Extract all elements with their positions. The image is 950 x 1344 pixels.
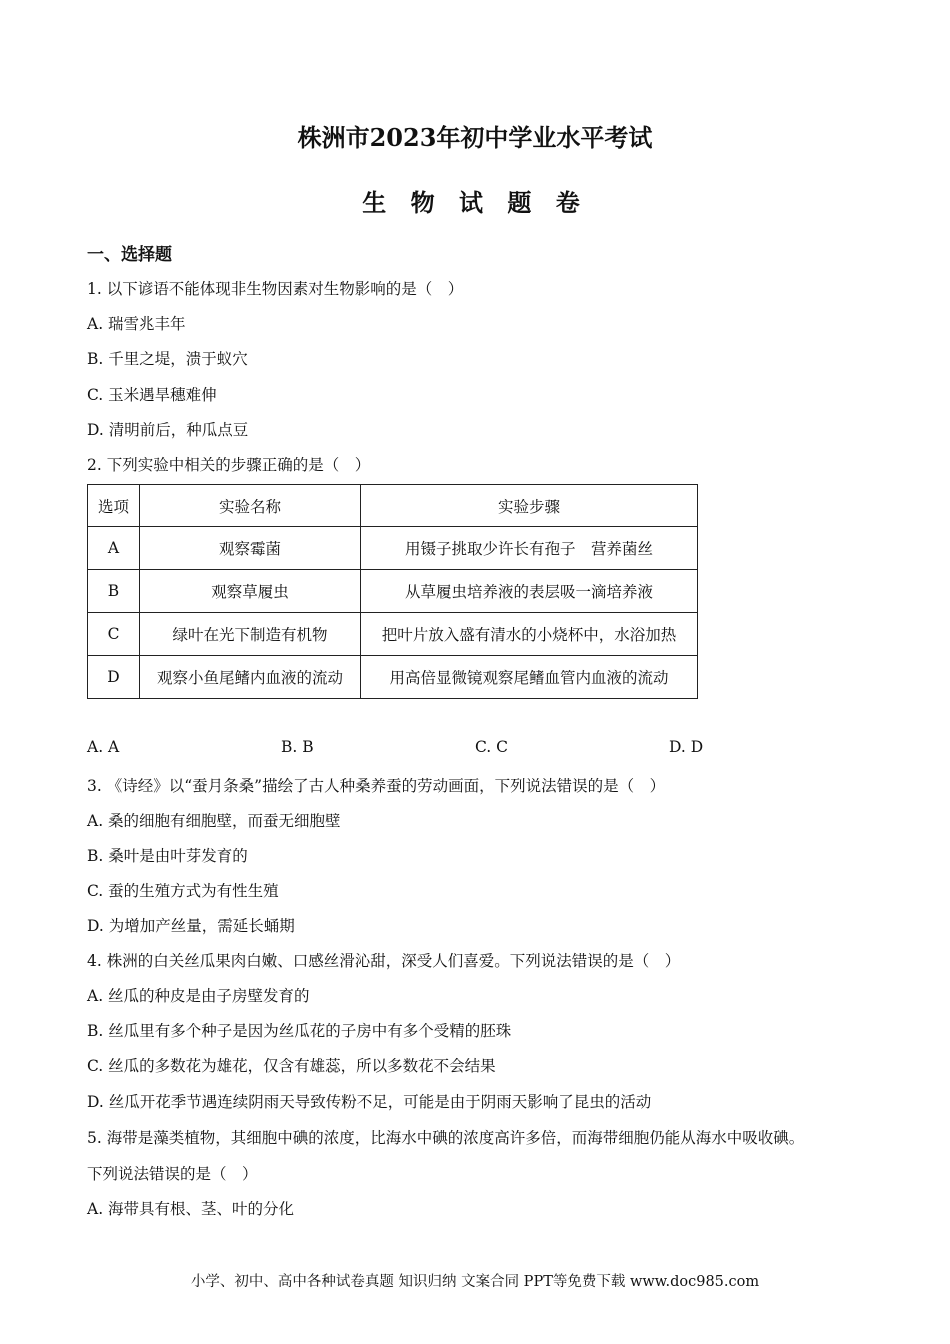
- q4-stem: 4. 株洲的白关丝瓜果肉白嫩、口感丝滑沁甜，深受人们喜爱。下列说法错误的是（ ）: [87, 952, 681, 970]
- q4-option-a: A. 丝瓜的种皮是由子房壁发育的: [87, 987, 310, 1005]
- q3-stem: 3. 《诗经》以“蚕月条桑”描绘了古人种桑养蚕的劳动画面，下列说法错误的是（ ）: [87, 777, 666, 795]
- table-cell: 观察小鱼尾鳍内血液的流动: [140, 656, 361, 699]
- header-experiment-name: 实验名称: [140, 485, 361, 527]
- exam-title: 株洲市2023年初中学业水平考试: [297, 123, 653, 152]
- q1-option-c: C. 玉米遇旱穗难伸: [87, 386, 217, 404]
- table-cell: 用镊子挑取少许长有孢子 营养菌丝: [361, 527, 698, 570]
- q3-option-b: B. 桑叶是由叶芽发育的: [87, 847, 248, 865]
- q1-option-b: B. 千里之堤，溃于蚁穴: [87, 350, 248, 368]
- table-cell: B: [88, 570, 140, 613]
- q2-option-c: C. C: [475, 738, 509, 756]
- table-cell: 把叶片放入盛有清水的小烧杯中，水浴加热: [361, 613, 698, 656]
- table-row: [88, 570, 698, 613]
- q5-stem-line1: 5. 海带是藻类植物，其细胞中碘的浓度，比海水中碘的浓度高许多倍，而海带细胞仍能从海水中吸收碘。: [87, 1129, 805, 1147]
- q2-option-a: A. A: [87, 738, 120, 756]
- page-footer: 小学、初中、高中各种试卷真题 知识归纳 文案合同 PPT等免费下载 www.doc985.com: [190, 1274, 760, 1290]
- experiment-table: [87, 484, 698, 699]
- exam-subtitle: 生 物 试 题 卷: [362, 188, 588, 217]
- q4-option-b: B. 丝瓜里有多个种子是因为丝瓜花的子房中有多个受精的胚珠: [87, 1022, 512, 1040]
- table-cell: 观察草履虫: [140, 570, 361, 613]
- q3-option-c: C. 蚕的生殖方式为有性生殖: [87, 882, 279, 900]
- table-cell: 从草履虫培养液的表层吸一滴培养液: [361, 570, 698, 613]
- q3-option-d: D. 为增加产丝量，需延长蛹期: [87, 917, 295, 935]
- q2-option-d: D. D: [669, 738, 704, 756]
- q5-option-a: A. 海带具有根、茎、叶的分化: [87, 1200, 295, 1218]
- section-heading: 一、选择题: [87, 245, 172, 265]
- q1-option-d: D. 清明前后，种瓜点豆: [87, 421, 249, 439]
- header-option: 选项: [88, 485, 140, 527]
- q1-option-a: A. 瑞雪兆丰年: [87, 315, 186, 333]
- table-row: [88, 656, 698, 699]
- q2-stem: 2. 下列实验中相关的步骤正确的是（ ）: [87, 456, 371, 474]
- table-cell: C: [88, 613, 140, 656]
- table-row: [88, 613, 698, 656]
- q4-option-d: D. 丝瓜开花季节遇连续阴雨天导致传粉不足，可能是由于阴雨天影响了昆虫的活动: [87, 1093, 652, 1111]
- q3-option-a: A. 桑的细胞有细胞壁，而蚕无细胞壁: [87, 812, 341, 830]
- table-cell: 绿叶在光下制造有机物: [140, 613, 361, 656]
- table-cell: 用高倍显微镜观察尾鳍血管内血液的流动: [361, 656, 698, 699]
- q2-option-b: B. B: [281, 738, 314, 756]
- table-header-row: [88, 485, 698, 527]
- q5-stem-line2: 下列说法错误的是（ ）: [87, 1165, 258, 1183]
- header-experiment-steps: 实验步骤: [361, 485, 698, 527]
- table-row: [88, 527, 698, 570]
- table-cell: 观察霉菌: [140, 527, 361, 570]
- q4-option-c: C. 丝瓜的多数花为雄花，仅含有雄蕊，所以多数花不会结果: [87, 1057, 496, 1075]
- table-cell: D: [88, 656, 140, 699]
- table-cell: A: [88, 527, 140, 570]
- q1-stem: 1. 以下谚语不能体现非生物因素对生物影响的是（ ）: [87, 280, 464, 298]
